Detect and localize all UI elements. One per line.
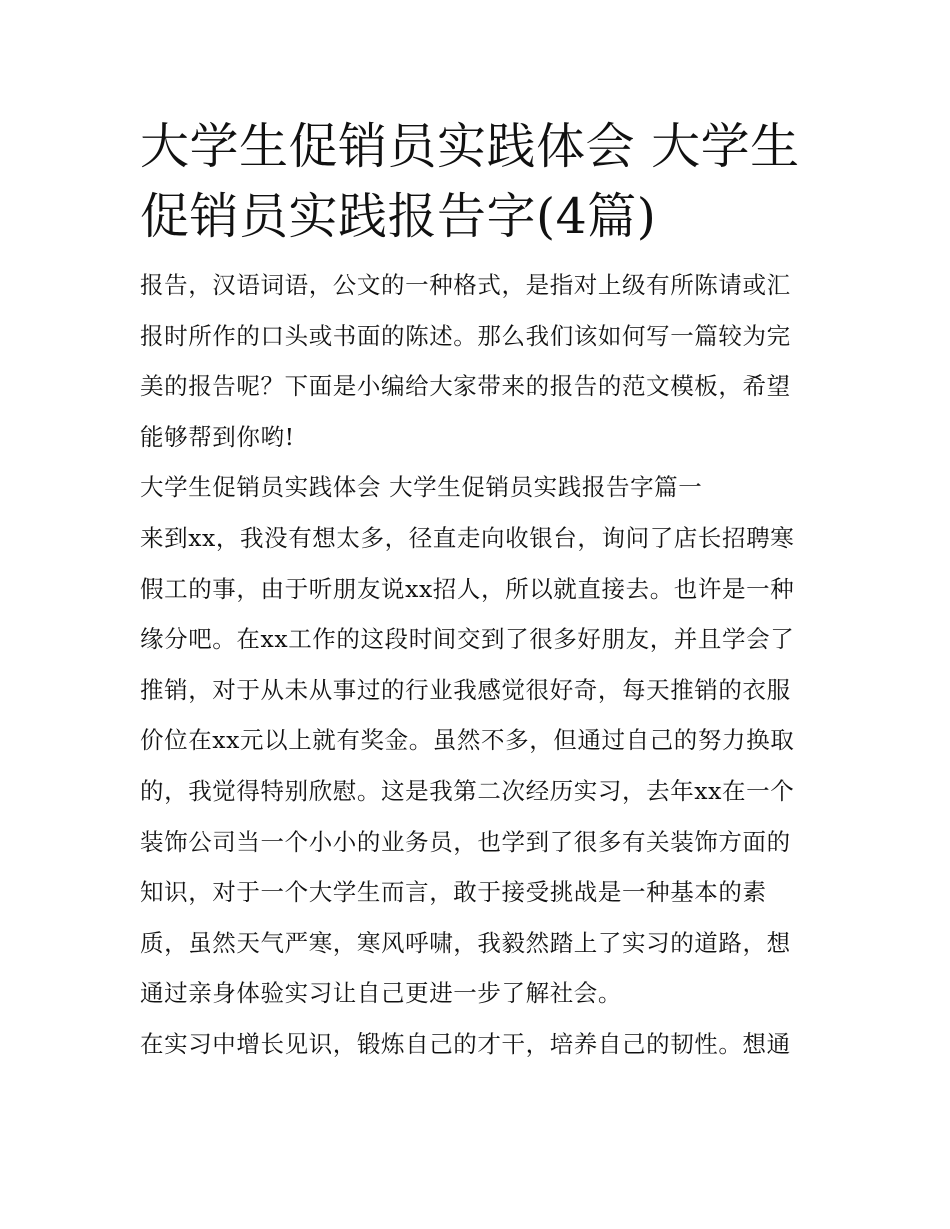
section-heading: 大学生促销员实践体会 大学生促销员实践报告字篇一 (140, 473, 703, 502)
document-body (140, 112, 812, 1070)
body-paragraph: 来到xx，我没有想太多，径直走向收银台，询问了店长招聘寒假工的事，由于听朋友说xx招人，所以就直接去。也许是一种缘分吧。在xx工作的这段时间交到了很多好朋友，并且学会了推销，对于从未从事过的行业我感觉很好奇，每天推销的衣服价位在xx元以上就有奖金。虽然不多，但通过自己的努力换取的，我觉得特别欣慰。这是我第二次经历实习，去年xx在一个装饰公司当一个小小的业务员，也学到了很多有关装饰方面的知识，对于一个大学生而言，敢于接受挑战是一种基本的素质，虽然天气严寒，寒风呼啸，我毅然踏上了实习的道路，想通过亲身体验实习让自己更进一步了解社会。 (140, 523, 795, 1008)
body-paragraph: 在实习中增长见识，锻炼自己的才干，培养自己的韧性。想通 (140, 1029, 791, 1058)
intro-paragraph: 报告，汉语词语，公文的一种格式，是指对上级有所陈请或汇报时所作的口头或书面的陈述。那么我们该如何写一篇较为完美的报告呢？下面是小编给大家带来的报告的范文模板，希望能够帮到你哟! (140, 271, 791, 451)
document-title: 大学生促销员实践体会 大学生促销员实践报告字(4篇) (140, 118, 800, 245)
